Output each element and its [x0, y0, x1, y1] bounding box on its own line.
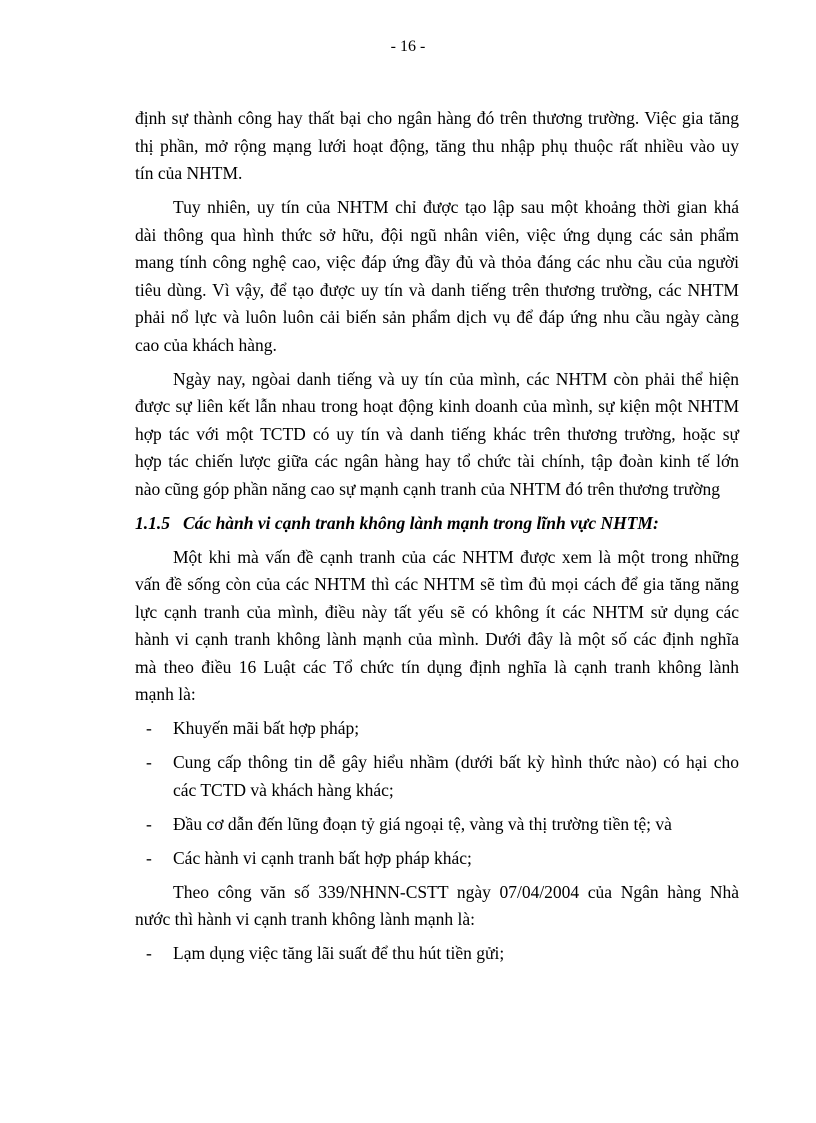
text-line: các TCTD và khách hàng khác;	[173, 779, 394, 800]
text-line: tiêu dùng. Vì vậy, để tạo được uy tín và danh tiếng trên thương trường, các NHTM	[135, 279, 739, 300]
text-line: Đầu cơ dẫn đến lũng đoạn tỷ giá ngoại tệ, vàng và thị trường tiền tệ; và	[173, 813, 672, 834]
text-line: mạnh là:	[135, 684, 196, 704]
text-line: Khuyến mãi bất hợp pháp;	[173, 718, 360, 738]
text-line: dài thông qua hình thức sở hữu, đội ngũ nhân viên, việc ứng dụng các sản phẩm	[135, 224, 739, 245]
list-item	[135, 811, 739, 839]
text-line: hợp tác chiến lược giữa các ngân hàng hay tổ chức tài chính, tập đoàn kinh tế lớn	[135, 451, 739, 471]
paragraph-official-letter	[135, 879, 739, 934]
text-line: hành vi cạnh tranh không lành mạnh của mình. Dưới đây là một số các định nghĩa	[135, 629, 739, 649]
text-line: cao của khách hàng.	[135, 334, 277, 355]
text-line: Theo công văn số 339/NHNN-CSTT ngày 07/04/2004 của Ngân hàng Nhà	[173, 881, 739, 902]
dash-bullet: -	[146, 943, 152, 963]
text-line: Tuy nhiên, uy tín của NHTM chỉ được tạo lập sau một khoảng thời gian khá	[173, 197, 739, 217]
paragraph-unfair-competition	[135, 544, 739, 709]
dash-bullet: -	[146, 847, 152, 868]
text-line: mà theo điều 16 Luật các Tổ chức tín dụng định nghĩa là cạnh tranh không lành	[135, 656, 739, 677]
text-line: thị phần, mở rộng mạng lưới hoạt động, tăng thu nhập phụ thuộc rất nhiều vào uy	[135, 135, 739, 156]
page-number: - 16 -	[390, 38, 426, 55]
text-line: nào cũng góp phần năng cao sự mạnh cạnh tranh của NHTM đó trên thương trường	[135, 478, 720, 499]
document-body	[135, 105, 739, 974]
text-line: mang tính công nghệ cao, việc đáp ứng đầy đủ và thỏa đáng các nhu cầu của người	[135, 252, 739, 272]
list-item	[135, 715, 739, 743]
dash-bullet: -	[146, 752, 152, 772]
section-number: 1.1.5	[135, 512, 170, 533]
list-item	[135, 845, 739, 873]
list-item	[135, 940, 739, 968]
text-line: được sự liên kết lẫn nhau trong hoạt động kinh doanh của mình, sự kiện một NHTM	[135, 396, 739, 416]
section-title: Các hành vi cạnh tranh không lành mạnh trong lĩnh vực NHTM:	[183, 512, 659, 533]
paragraph-reputation-building	[135, 194, 739, 359]
dash-bullet: -	[146, 718, 152, 738]
text-line: Cung cấp thông tin dễ gây hiểu nhầm (dưới bất kỳ hình thức nào) có hại cho	[173, 752, 739, 772]
dash-bullet: -	[146, 813, 152, 834]
text-line: phải nổ lực và luôn luôn cải biến sản phẩm dịch vụ để đáp ứng nhu cầu ngày càng	[135, 307, 739, 327]
list-item	[135, 749, 739, 804]
text-line: Lạm dụng việc tăng lãi suất để thu hút tiền gửi;	[173, 943, 505, 963]
text-line: Một khi mà vấn đề cạnh tranh của các NHTM được xem là một trong những	[173, 546, 739, 567]
text-line: Các hành vi cạnh tranh bất hợp pháp khác;	[173, 847, 472, 868]
paragraph-reputation-intro	[135, 105, 739, 188]
text-line: hợp tác với một TCTD có uy tín và danh tiếng khác trên thương trường, hoặc sự	[135, 423, 739, 444]
bullet-list-official-letter	[135, 940, 739, 968]
paragraph-cooperation	[135, 366, 739, 504]
text-line: tín của NHTM.	[135, 163, 243, 183]
text-line: vấn đề sống còn của các NHTM thì các NHTM sẽ tìm đủ mọi cách để gia tăng năng	[135, 574, 739, 594]
text-line: Ngày nay, ngòai danh tiếng và uy tín của mình, các NHTM còn phải thể hiện	[173, 368, 739, 389]
text-line: nước thì hành vi cạnh tranh không lành mạnh là:	[135, 909, 475, 929]
section-heading	[135, 510, 739, 538]
bullet-list-credit-law	[135, 715, 739, 872]
text-line: lực cạnh tranh của mình, điều này tất yếu sẽ có không ít các NHTM sử dụng các	[135, 601, 739, 622]
text-line: định sự thành công hay thất bại cho ngân hàng đó trên thương trường. Việc gia tăng	[135, 108, 739, 128]
